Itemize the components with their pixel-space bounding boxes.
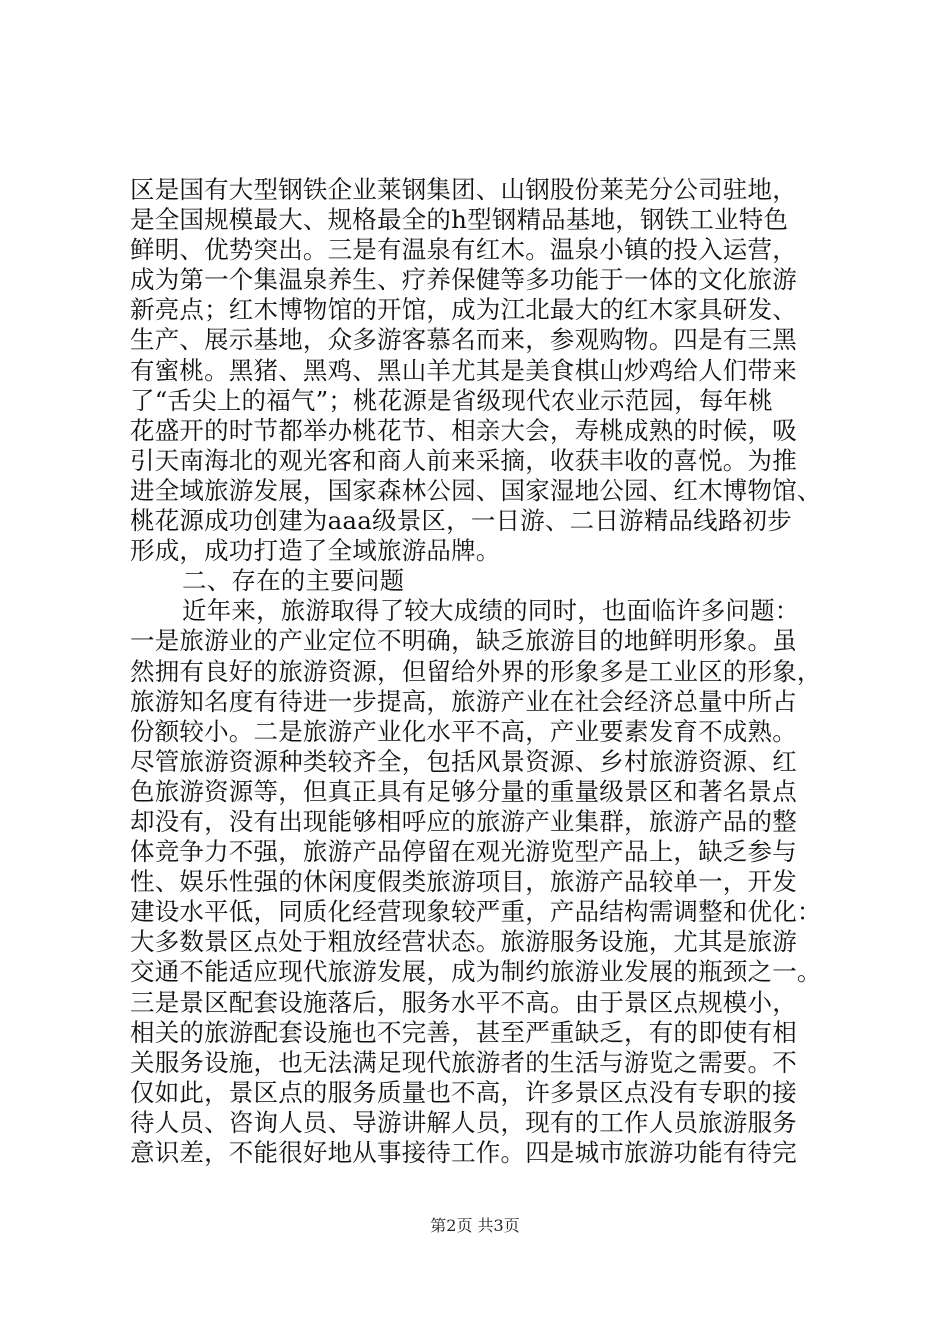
page-number-label: 第2页 共3页 [430,1216,520,1235]
text-line: 旅游知名度有待进一步提高，旅游产业在社会经济总量中所占 [130,686,797,716]
text-line: 区是国有大型钢铁企业莱钢集团、山钢股份莱芜分公司驻地， [130,175,797,204]
text-line: 桃花源成功创建为aaa级景区，一日游、二日游精品线路初步 [130,506,792,536]
text-line: 形成，成功打造了全域旅游品牌。 [130,536,501,566]
body-text [130,175,834,1168]
text-line: 却没有，没有出现能够相呼应的旅游产业集群，旅游产品的整 [130,806,797,836]
text-line: 三是景区配套设施落后，服务水平不高。由于景区点规模小， [130,987,797,1017]
text-line: 建设水平低，同质化经营现象较严重，产品结构需调整和优化： [130,897,822,927]
text-line: 然拥有良好的旅游资源，但留给外界的形象多是工业区的形象， [130,656,822,686]
text-line: 份额较小。二是旅游产业化水平不高，产业要素发育不成熟。 [130,716,797,746]
page-footer [0,1216,950,1236]
text-line: 意识差，不能很好地从事接待工作。四是城市旅游功能有待完 [130,1138,797,1167]
text-line: 引天南海北的观光客和商人前来采摘，收获丰收的喜悦。为推 [130,445,797,475]
text-line: 进全域旅游发展，国家森林公园、国家湿地公园、红木博物馆、 [130,475,822,505]
text-line: 大多数景区点处于粗放经营状态。旅游服务设施，尤其是旅游 [130,927,797,957]
paragraph-start: 近年来，旅游取得了较大成绩的同时，也面临许多问题： [182,596,800,626]
text-line: 新亮点；红木博物馆的开馆，成为江北最大的红木家具研发、 [130,295,797,325]
section-heading: 二、存在的主要问题 [182,566,405,596]
text-line: 了“舌尖上的福气”；桃花源是省级现代农业示范园，每年桃 [130,385,773,415]
text-line: 交通不能适应现代旅游发展，成为制约旅游业发展的瓶颈之一。 [130,957,822,987]
text-line: 花盛开的时节都举办桃花节、相亲大会，寿桃成熟的时候，吸 [130,415,797,445]
text-line: 是全国规模最大、规格最全的h型钢精品基地，钢铁工业特色 [130,205,789,235]
text-line: 仅如此，景区点的服务质量也不高，许多景区点没有专职的接 [130,1077,797,1107]
text-line: 相关的旅游配套设施也不完善，甚至严重缺乏，有的即使有相 [130,1017,797,1047]
text-line: 体竞争力不强，旅游产品停留在观光游览型产品上，缺乏参与 [130,837,797,867]
text-line: 尽管旅游资源种类较齐全，包括风景资源、乡村旅游资源、红 [130,746,797,776]
text-line: 有蜜桃。黑猪、黑鸡、黑山羊尤其是美食棋山炒鸡给人们带来 [130,355,797,385]
text-line: 一是旅游业的产业定位不明确，缺乏旅游目的地鲜明形象。虽 [130,626,797,656]
text-line: 成为第一个集温泉养生、疗养保健等多功能于一体的文化旅游 [130,265,797,295]
text-line: 色旅游资源等，但真正具有足够分量的重量级景区和著名景点 [130,776,797,806]
text-line: 待人员、咨询人员、导游讲解人员，现有的工作人员旅游服务 [130,1107,797,1137]
text-line: 生产、展示基地，众多游客慕名而来，参观购物。四是有三黑 [130,325,797,355]
text-line: 鲜明、优势突出。三是有温泉有红木。温泉小镇的投入运营， [130,235,797,265]
text-line: 性、娱乐性强的休闲度假类旅游项目，旅游产品较单一，开发 [130,867,797,897]
text-line: 关服务设施，也无法满足现代旅游者的生活与游览之需要。不 [130,1047,797,1077]
